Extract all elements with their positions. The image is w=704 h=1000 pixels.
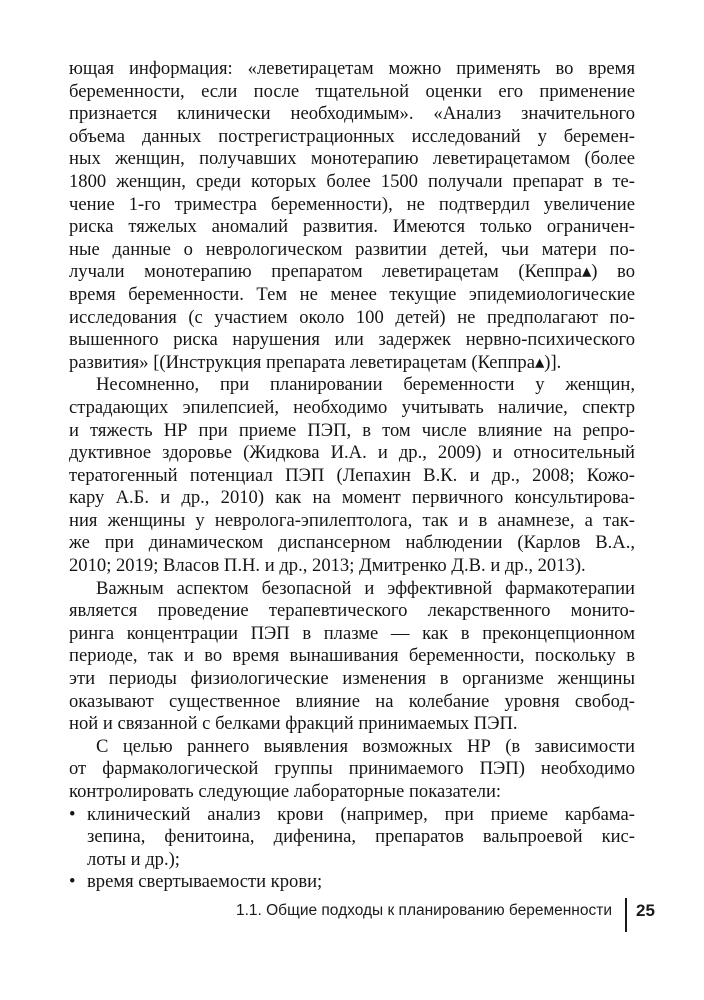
text-line: от фармакологической группы принимаемого ПЭП) необходимо xyxy=(69,758,635,780)
text-line: ния женщины у невролога-эпилептолога, так и в анамнезе, а так- xyxy=(69,509,635,531)
text-line: Несомненно, при планировании беременности у женщин, xyxy=(96,374,635,396)
text-line: лоты и др.); xyxy=(87,848,180,870)
text-line: ные данные о неврологическом развитии детей, чьи матери по- xyxy=(69,238,635,260)
text-line: Важным аспектом безопасной и эффективной фармакотерапии xyxy=(96,577,635,599)
text-line: же при динамическом диспансерном наблюдении (Карлов В.А., xyxy=(69,532,635,554)
text-line: чение 1-го триместра беременности), не подтвердил увеличение xyxy=(69,193,635,215)
text-line: признается клинически необходимым». «Анализ значительного xyxy=(69,103,635,125)
body-text xyxy=(69,58,635,894)
paragraph-2 xyxy=(69,374,635,577)
bullet-item xyxy=(69,804,635,872)
text-line: эти периоды физиологические изменения в организме женщины xyxy=(69,668,635,690)
running-section-title: 1.1. Общие подходы к планированию беременности xyxy=(235,902,612,919)
text-line: риска тяжелых аномалий развития. Имеются только ограничен- xyxy=(69,216,635,238)
text-line: ющая информация: «леветирацетам можно применять во время xyxy=(69,58,635,79)
paragraph-1 xyxy=(69,58,635,374)
text-line: развития» [(Инструкция препарата леветирацетам (Кеппра▴)]. xyxy=(69,351,562,373)
text-line: является проведение терапевтического лекарственного монито- xyxy=(69,600,635,622)
text-line: 1800 женщин, среди которых более 1500 получали препарат в те- xyxy=(69,170,635,192)
text-line: беременности, если после тщательной оценки его применение xyxy=(69,80,635,102)
paragraph-4 xyxy=(69,736,635,804)
text-line: С целью раннего выявления возможных НР (в зависимости xyxy=(96,735,635,757)
text-line: оказывают существенное влияние на колебание уровня свобод- xyxy=(69,690,635,712)
text-line: время беременности. Тем не менее текущие эпидемиологические xyxy=(69,283,635,305)
text-line: кару А.Б. и др., 2010) как на момент первичного консультирова- xyxy=(69,487,635,509)
text-line: страдающих эпилепсией, необходимо учитывать наличие, спектр xyxy=(69,396,635,418)
text-line: вышенного риска нарушения или задержек нервно-психического xyxy=(69,329,635,351)
paragraph-3 xyxy=(69,578,635,736)
text-line: контролировать следующие лабораторные показатели: xyxy=(69,781,502,802)
text-line: тератогенный потенциал ПЭП (Лепахин В.К. и др., 2008; Кожо- xyxy=(69,464,635,486)
text-line: периоде, так и во время вынашивания беременности, поскольку в xyxy=(69,645,635,667)
page-number: 25 xyxy=(636,901,655,920)
text-line: 2010; 2019; Власов П.Н. и др., 2013; Дмитренко Д.В. и др., 2013). xyxy=(69,555,586,577)
text-line: время свертываемости крови; xyxy=(87,871,323,893)
bullet-marker: • xyxy=(69,871,76,893)
bullet-text xyxy=(87,871,635,894)
text-line: ринга концентрации ПЭП в плазме — как в преконцепционном xyxy=(69,622,635,644)
footer-divider xyxy=(625,898,627,932)
text-line: дуктивное здоровье (Жидкова И.А. и др., 2009) и относительный xyxy=(69,442,635,464)
text-line: исследования (с участием около 100 детей) не предполагают по- xyxy=(69,306,635,328)
text-line: и тяжесть НР при приеме ПЭП, в том числе влияние на репро- xyxy=(69,419,635,441)
bullet-item xyxy=(69,871,635,894)
text-line: клинический анализ крови (например, при приеме карбама- xyxy=(87,803,635,825)
text-line: ной и связанной с белками фракций принимаемых ПЭП. xyxy=(69,713,518,735)
bullet-text xyxy=(87,804,635,872)
page-footer xyxy=(0,898,704,932)
bullet-marker: • xyxy=(69,803,76,825)
text-line: зепина, фенитоина, дифенина, препаратов вальпроевой кис- xyxy=(87,826,635,848)
text-line: лучали монотерапию препаратом леветирацетам (Кеппра▴) во xyxy=(69,261,635,283)
text-line: объема данных пострегистрационных исследований у беремен- xyxy=(69,125,635,147)
text-line: ных женщин, получавших монотерапию леветирацетамом (более xyxy=(69,148,635,170)
